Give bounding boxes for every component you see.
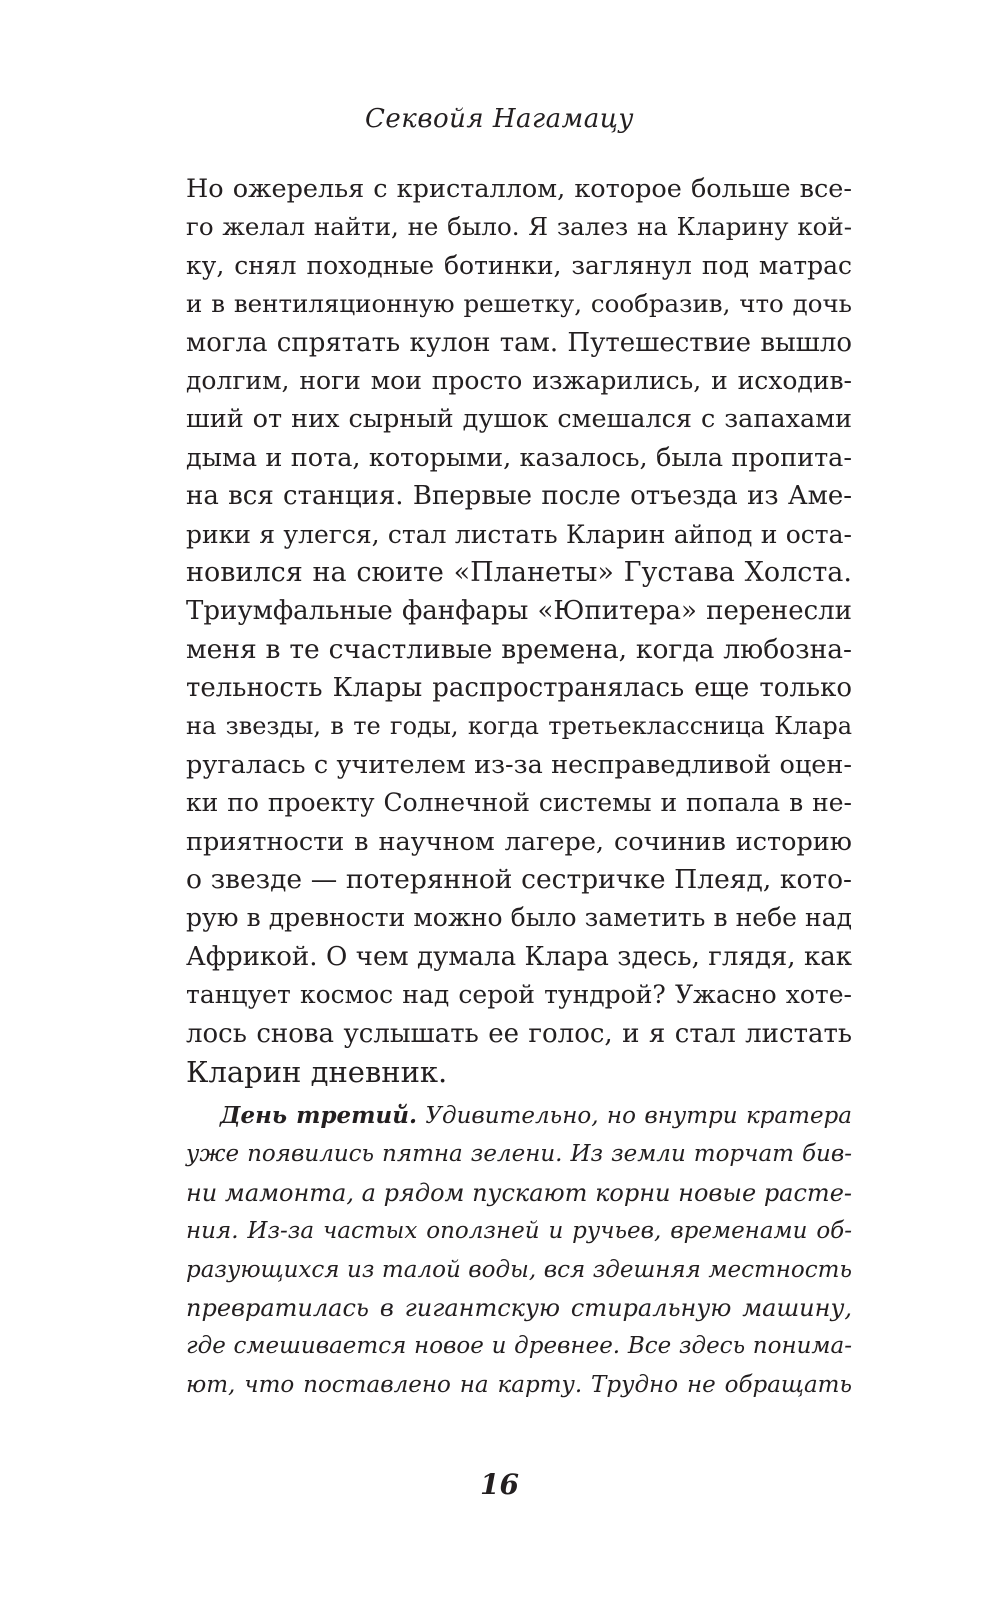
text-line: дыма и пота, которыми, казалось, была пропита- <box>186 442 852 473</box>
running-title: Секвойя Нагамацу <box>365 104 634 134</box>
text-line: танцует космос над серой тундрой? Ужасно хоте- <box>186 980 852 1010</box>
text-line: рую в древности можно было заметить в небе над <box>186 903 852 933</box>
text-line: ругалась с учителем из-за несправедливой оцен- <box>186 749 852 780</box>
diary-day-heading: День третий. <box>220 1102 417 1129</box>
text-line: Африкой. О чем думала Клара здесь, глядя, как <box>186 941 852 972</box>
diary-first-line <box>186 1097 852 1135</box>
text-line: новился на сюите «Планеты» Густава Холста. <box>186 556 852 588</box>
text-line: о звезде — потерянной сестричке Плеяд, кото- <box>186 864 852 896</box>
text-line: ки по проекту Солнечной системы и попала в не- <box>186 788 852 818</box>
diary-line: превратилась в гигантскую стиральную машину, <box>186 1293 852 1322</box>
page-number: 16 <box>480 1468 519 1501</box>
diary-line: ют, что поставлено на карту. Трудно не обращать <box>186 1371 852 1398</box>
diary-line: где смешивается новое и древнее. Все здесь понима- <box>186 1333 852 1360</box>
text-line: на звезды, в те годы, когда третьеклассница Клара <box>186 712 852 741</box>
diary-line: ния. Из-за частых оползней и ручьев, временами об- <box>186 1218 852 1245</box>
text-line: на вся станция. Впервые после отъезда из Аме- <box>186 481 852 512</box>
diary-line: ни мамонта, а рядом пускают корни новые расте- <box>186 1178 852 1207</box>
text-line: и в вентиляционную решетку, сообразив, что дочь <box>186 289 852 319</box>
text-line: приятности в научном лагере, сочинив историю <box>186 826 852 857</box>
diary-paragraph <box>186 1097 852 1404</box>
text-line: ку, снял походные ботинки, заглянул под матрас <box>186 250 852 280</box>
diary-first-line-text: Удивительно, но внутри кратера <box>416 1103 852 1129</box>
text-line: Триумфальные фанфары «Юпитера» перенесли <box>186 596 852 627</box>
diary-line: разующихся из талой воды, вся здешняя местность <box>186 1256 852 1283</box>
text-line: го желал найти, не было. Я залез на Кларину кой- <box>186 212 852 242</box>
text-line: лось снова услышать ее голос, и я стал листать <box>186 1018 852 1049</box>
text-line: Кларин дневник. <box>186 1054 448 1089</box>
diary-line: уже появились пятна зелени. Из земли торчат бив- <box>186 1141 852 1168</box>
text-line: ший от них сырный душок смешался с запахами <box>186 404 852 435</box>
text-line: долгим, ноги мои просто изжарились, и исходив- <box>186 365 852 395</box>
text-line: тельность Клары распространялась еще только <box>186 673 852 704</box>
text-line: меня в те счастливые времена, когда любозна- <box>186 633 852 665</box>
text-line: Но ожерелья с кристаллом, которое больше все- <box>186 174 852 204</box>
main-paragraph <box>186 170 852 1091</box>
text-line: могла спрятать кулон там. Путешествие вышло <box>186 327 852 358</box>
text-line: рики я улегся, стал листать Кларин айпод и оста- <box>186 519 852 549</box>
